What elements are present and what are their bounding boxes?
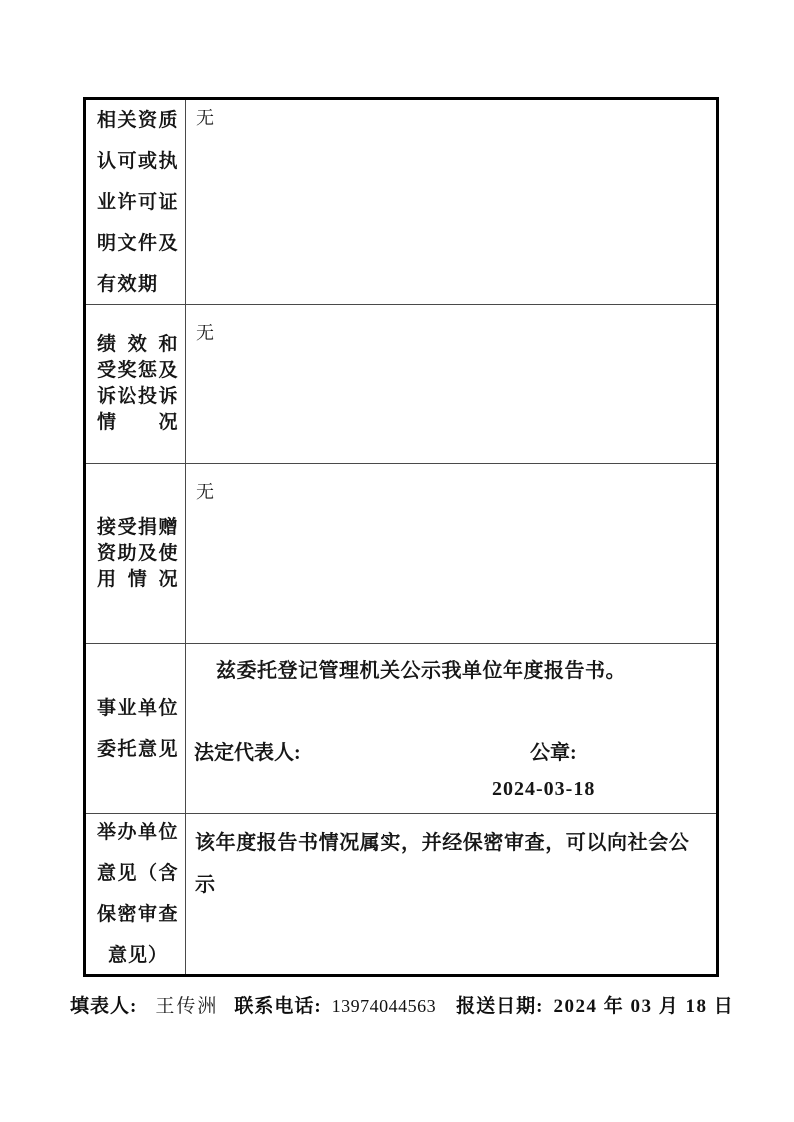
row-label-sponsor-opinion (86, 814, 186, 974)
entrust-signature-line (194, 736, 709, 765)
label-line: 资助及使 (97, 542, 180, 564)
phone-number: 13974044563 (331, 996, 437, 1016)
annual-report-table (83, 97, 719, 977)
label-line: 受奖惩及 (97, 360, 180, 381)
row-content-performance (186, 305, 716, 463)
row-label-qualifications (86, 100, 186, 304)
label-line: 用 情 况 (97, 568, 179, 590)
row-label-performance (86, 305, 186, 463)
row-content-sponsor-opinion (186, 814, 716, 974)
label-line: 情 况 (97, 412, 179, 433)
label-line: 委托意见 (97, 738, 180, 760)
label-line: 事业单位 (97, 697, 180, 719)
label-line: 诉讼投诉 (97, 386, 180, 407)
row-content-entrust-opinion (186, 644, 716, 813)
table-row-donations (86, 463, 716, 643)
performance-value: 无 (196, 323, 214, 343)
table-row-sponsor-opinion (86, 813, 716, 974)
qualifications-value: 无 (196, 108, 214, 128)
label-line: 业许可证 (97, 191, 180, 213)
table-row-performance (86, 304, 716, 463)
row-content-qualifications (186, 100, 716, 304)
label-line: 保密审查 (97, 904, 180, 925)
label-line: 绩 效 和 (97, 334, 179, 355)
filler-label: 填表人: (70, 996, 138, 1017)
label-line: 意见） (107, 945, 168, 966)
label-line: 意见（含 (97, 863, 180, 884)
donations-value: 无 (196, 482, 214, 502)
report-date-label: 报送日期: (456, 996, 544, 1017)
row-label-entrust-opinion (86, 644, 186, 813)
form-footer (70, 991, 735, 1018)
table-row-entrust-opinion (86, 643, 716, 813)
legal-representative-label: 法定代表人: (194, 742, 301, 764)
label-line: 有效期 (97, 273, 159, 295)
official-seal-label: 公章: (530, 742, 577, 764)
label-line: 明文件及 (97, 232, 180, 254)
sponsor-opinion-text: 该年度报告书情况属实，并经保密审查，可以向社会公示 (195, 832, 690, 896)
label-line: 举办单位 (97, 822, 180, 843)
filler-name: 王传洲 (155, 996, 219, 1017)
entrust-statement: 兹委托登记管理机关公示我单位年度报告书。 (216, 660, 626, 682)
label-line: 认可或执 (97, 150, 180, 172)
entrust-date: 2024-03-18 (492, 778, 596, 800)
row-content-donations (186, 464, 716, 643)
label-line: 接受捐赠 (97, 516, 180, 538)
report-date-value: 2024 年 03 月 18 日 (553, 996, 735, 1017)
row-label-donations (86, 464, 186, 643)
phone-label: 联系电话: (234, 996, 322, 1017)
label-line: 相关资质 (97, 109, 180, 131)
table-row-qualifications (86, 100, 716, 304)
